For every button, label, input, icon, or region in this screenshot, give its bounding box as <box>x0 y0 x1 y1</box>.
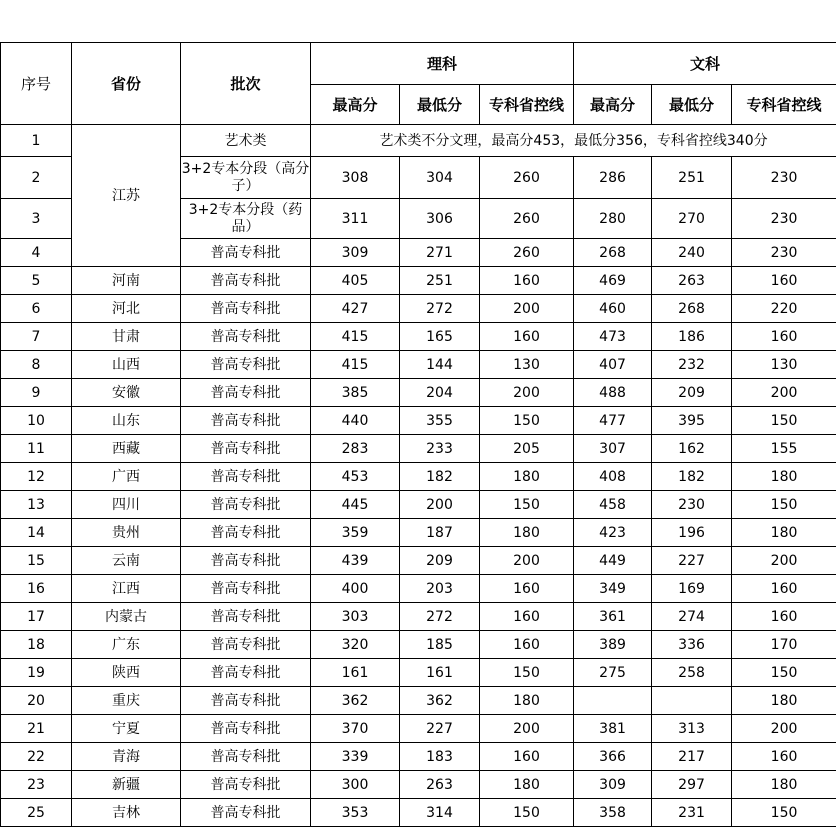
cell-liberal-ctrl: 200 <box>732 547 836 575</box>
cell-batch: 普高专科批 <box>181 435 311 463</box>
cell-province: 四川 <box>72 491 181 519</box>
cell-liberal-max: 423 <box>574 519 652 547</box>
cell-liberal-ctrl: 160 <box>732 743 836 771</box>
cell-science-ctrl: 150 <box>480 407 574 435</box>
cell-seq: 19 <box>1 659 72 687</box>
header-row-1 <box>1 43 836 85</box>
cell-seq: 7 <box>1 323 72 351</box>
cell-seq: 13 <box>1 491 72 519</box>
cell-province: 内蒙古 <box>72 603 181 631</box>
cell-liberal-ctrl: 180 <box>732 687 836 715</box>
cell-seq: 2 <box>1 157 72 199</box>
cell-seq: 20 <box>1 687 72 715</box>
cell-province: 山东 <box>72 407 181 435</box>
cell-liberal-max: 381 <box>574 715 652 743</box>
cell-science-max: 415 <box>311 323 400 351</box>
table-row <box>1 463 836 491</box>
cell-science-min: 161 <box>400 659 480 687</box>
cell-science-max: 303 <box>311 603 400 631</box>
cell-liberal-ctrl: 160 <box>732 323 836 351</box>
cell-province: 云南 <box>72 547 181 575</box>
cell-liberal-min: 231 <box>652 799 732 827</box>
cell-seq: 17 <box>1 603 72 631</box>
cell-science-max: 339 <box>311 743 400 771</box>
cell-science-ctrl: 150 <box>480 491 574 519</box>
cell-liberal-max: 275 <box>574 659 652 687</box>
cell-science-min: 272 <box>400 603 480 631</box>
cell-science-ctrl: 200 <box>480 295 574 323</box>
cell-province-jiangsu: 江苏 <box>72 125 181 267</box>
cell-liberal-max: 469 <box>574 267 652 295</box>
cell-liberal-max: 358 <box>574 799 652 827</box>
cell-science-min: 362 <box>400 687 480 715</box>
cell-liberal-max: 280 <box>574 199 652 239</box>
table-row <box>1 687 836 715</box>
cell-province: 西藏 <box>72 435 181 463</box>
cell-liberal-ctrl: 180 <box>732 771 836 799</box>
cell-science-min: 306 <box>400 199 480 239</box>
cell-science-ctrl: 180 <box>480 463 574 491</box>
cell-batch: 普高专科批 <box>181 323 311 351</box>
table-row <box>1 295 836 323</box>
cell-province: 河北 <box>72 295 181 323</box>
cell-liberal-min: 258 <box>652 659 732 687</box>
cell-liberal-ctrl: 150 <box>732 799 836 827</box>
cell-science-max: 359 <box>311 519 400 547</box>
cell-province: 河南 <box>72 267 181 295</box>
cell-province: 吉林 <box>72 799 181 827</box>
cell-science-max: 353 <box>311 799 400 827</box>
admission-scores-table <box>0 42 836 827</box>
cell-science-max: 440 <box>311 407 400 435</box>
cell-seq: 11 <box>1 435 72 463</box>
header-province: 省份 <box>72 43 181 125</box>
table-row <box>1 771 836 799</box>
cell-science-max: 400 <box>311 575 400 603</box>
cell-liberal-min: 227 <box>652 547 732 575</box>
cell-seq: 18 <box>1 631 72 659</box>
cell-batch: 普高专科批 <box>181 351 311 379</box>
cell-liberal-ctrl: 230 <box>732 239 836 267</box>
cell-science-min: 227 <box>400 715 480 743</box>
cell-science-max: 439 <box>311 547 400 575</box>
table-row <box>1 125 836 157</box>
cell-province: 陕西 <box>72 659 181 687</box>
cell-science-min: 185 <box>400 631 480 659</box>
cell-liberal-min: 162 <box>652 435 732 463</box>
cell-science-ctrl: 160 <box>480 743 574 771</box>
cell-science-min: 165 <box>400 323 480 351</box>
header-liberal-min: 最低分 <box>652 85 732 125</box>
cell-seq: 22 <box>1 743 72 771</box>
cell-liberal-ctrl: 200 <box>732 715 836 743</box>
cell-liberal-max: 349 <box>574 575 652 603</box>
cell-science-max: 300 <box>311 771 400 799</box>
cell-science-ctrl: 160 <box>480 603 574 631</box>
cell-liberal-min: 395 <box>652 407 732 435</box>
cell-science-max: 427 <box>311 295 400 323</box>
cell-science-ctrl: 150 <box>480 659 574 687</box>
cell-science-ctrl: 160 <box>480 267 574 295</box>
cell-seq: 1 <box>1 125 72 157</box>
cell-science-ctrl: 205 <box>480 435 574 463</box>
cell-batch: 普高专科批 <box>181 771 311 799</box>
cell-liberal-max: 389 <box>574 631 652 659</box>
cell-liberal-min: 263 <box>652 267 732 295</box>
table-row <box>1 631 836 659</box>
cell-liberal-max: 460 <box>574 295 652 323</box>
cell-seq: 3 <box>1 199 72 239</box>
cell-liberal-max: 309 <box>574 771 652 799</box>
cell-seq: 6 <box>1 295 72 323</box>
cell-liberal-min <box>652 687 732 715</box>
cell-liberal-max: 268 <box>574 239 652 267</box>
cell-liberal-max: 286 <box>574 157 652 199</box>
cell-liberal-ctrl: 150 <box>732 491 836 519</box>
cell-batch: 普高专科批 <box>181 491 311 519</box>
header-seq: 序号 <box>1 43 72 125</box>
table-row <box>1 351 836 379</box>
cell-batch: 普高专科批 <box>181 603 311 631</box>
table-row <box>1 743 836 771</box>
cell-liberal-min: 313 <box>652 715 732 743</box>
header-science-ctrl: 专科省控线 <box>480 85 574 125</box>
cell-science-min: 209 <box>400 547 480 575</box>
cell-science-ctrl: 160 <box>480 631 574 659</box>
cell-science-ctrl: 200 <box>480 547 574 575</box>
header-liberal: 文科 <box>574 43 836 85</box>
cell-batch: 普高专科批 <box>181 743 311 771</box>
cell-liberal-max: 449 <box>574 547 652 575</box>
cell-science-min: 271 <box>400 239 480 267</box>
table-row <box>1 267 836 295</box>
cell-liberal-ctrl: 160 <box>732 575 836 603</box>
cell-science-min: 251 <box>400 267 480 295</box>
top-blank-area <box>0 0 836 42</box>
cell-science-min: 355 <box>400 407 480 435</box>
cell-seq: 5 <box>1 267 72 295</box>
table-row <box>1 407 836 435</box>
cell-liberal-min: 274 <box>652 603 732 631</box>
cell-batch: 普高专科批 <box>181 631 311 659</box>
cell-province: 广东 <box>72 631 181 659</box>
cell-province: 安徽 <box>72 379 181 407</box>
cell-science-ctrl: 260 <box>480 199 574 239</box>
cell-liberal-min: 268 <box>652 295 732 323</box>
table-row <box>1 323 836 351</box>
cell-liberal-ctrl: 230 <box>732 199 836 239</box>
cell-batch: 普高专科批 <box>181 407 311 435</box>
table-row <box>1 799 836 827</box>
cell-seq: 8 <box>1 351 72 379</box>
cell-seq: 4 <box>1 239 72 267</box>
cell-science-max: 311 <box>311 199 400 239</box>
cell-science-max: 362 <box>311 687 400 715</box>
cell-liberal-min: 297 <box>652 771 732 799</box>
cell-liberal-max: 366 <box>574 743 652 771</box>
cell-science-max: 308 <box>311 157 400 199</box>
cell-batch: 普高专科批 <box>181 239 311 267</box>
cell-seq: 21 <box>1 715 72 743</box>
cell-science-max: 161 <box>311 659 400 687</box>
cell-seq: 14 <box>1 519 72 547</box>
cell-science-min: 200 <box>400 491 480 519</box>
cell-province: 宁夏 <box>72 715 181 743</box>
cell-science-ctrl: 180 <box>480 687 574 715</box>
cell-science-min: 204 <box>400 379 480 407</box>
header-liberal-ctrl: 专科省控线 <box>732 85 836 125</box>
table-row <box>1 491 836 519</box>
cell-science-ctrl: 180 <box>480 771 574 799</box>
cell-science-ctrl: 160 <box>480 575 574 603</box>
cell-liberal-ctrl: 155 <box>732 435 836 463</box>
table-row <box>1 659 836 687</box>
header-science: 理科 <box>311 43 574 85</box>
table-row <box>1 575 836 603</box>
cell-liberal-ctrl: 200 <box>732 379 836 407</box>
cell-province: 广西 <box>72 463 181 491</box>
cell-seq: 16 <box>1 575 72 603</box>
table-row <box>1 547 836 575</box>
cell-liberal-min: 169 <box>652 575 732 603</box>
cell-science-ctrl: 160 <box>480 323 574 351</box>
header-science-min: 最低分 <box>400 85 480 125</box>
cell-batch: 普高专科批 <box>181 295 311 323</box>
cell-batch: 普高专科批 <box>181 799 311 827</box>
cell-science-max: 370 <box>311 715 400 743</box>
cell-science-max: 445 <box>311 491 400 519</box>
cell-liberal-ctrl: 180 <box>732 519 836 547</box>
table-row <box>1 603 836 631</box>
cell-science-min: 144 <box>400 351 480 379</box>
cell-liberal-ctrl: 230 <box>732 157 836 199</box>
cell-liberal-ctrl: 130 <box>732 351 836 379</box>
cell-liberal-ctrl: 150 <box>732 659 836 687</box>
cell-science-min: 272 <box>400 295 480 323</box>
cell-liberal-min: 336 <box>652 631 732 659</box>
cell-liberal-min: 182 <box>652 463 732 491</box>
cell-province: 青海 <box>72 743 181 771</box>
cell-liberal-max: 361 <box>574 603 652 631</box>
cell-science-max: 405 <box>311 267 400 295</box>
cell-liberal-ctrl: 220 <box>732 295 836 323</box>
cell-science-min: 203 <box>400 575 480 603</box>
cell-batch: 普高专科批 <box>181 659 311 687</box>
cell-province: 重庆 <box>72 687 181 715</box>
cell-science-max: 385 <box>311 379 400 407</box>
cell-seq: 23 <box>1 771 72 799</box>
cell-liberal-min: 240 <box>652 239 732 267</box>
cell-liberal-min: 186 <box>652 323 732 351</box>
cell-province: 山西 <box>72 351 181 379</box>
cell-liberal-min: 270 <box>652 199 732 239</box>
cell-art-note: 艺术类不分文理，最高分453，最低分356，专科省控线340分 <box>311 125 836 157</box>
cell-batch: 普高专科批 <box>181 715 311 743</box>
cell-science-max: 283 <box>311 435 400 463</box>
cell-batch: 3+2专本分段（药品） <box>181 199 311 239</box>
table-row <box>1 519 836 547</box>
cell-province: 新疆 <box>72 771 181 799</box>
cell-liberal-ctrl: 160 <box>732 603 836 631</box>
cell-science-min: 314 <box>400 799 480 827</box>
cell-liberal-ctrl: 160 <box>732 267 836 295</box>
cell-liberal-min: 232 <box>652 351 732 379</box>
cell-batch: 艺术类 <box>181 125 311 157</box>
cell-science-max: 453 <box>311 463 400 491</box>
cell-science-max: 320 <box>311 631 400 659</box>
cell-seq: 9 <box>1 379 72 407</box>
cell-science-ctrl: 260 <box>480 239 574 267</box>
header-science-max: 最高分 <box>311 85 400 125</box>
cell-liberal-min: 251 <box>652 157 732 199</box>
cell-batch: 普高专科批 <box>181 687 311 715</box>
cell-province: 贵州 <box>72 519 181 547</box>
cell-liberal-max: 477 <box>574 407 652 435</box>
table-row <box>1 435 836 463</box>
cell-liberal-max: 473 <box>574 323 652 351</box>
cell-science-min: 263 <box>400 771 480 799</box>
cell-science-min: 183 <box>400 743 480 771</box>
table-row <box>1 379 836 407</box>
cell-liberal-min: 230 <box>652 491 732 519</box>
cell-province: 甘肃 <box>72 323 181 351</box>
cell-batch: 普高专科批 <box>181 463 311 491</box>
cell-batch: 普高专科批 <box>181 575 311 603</box>
cell-science-ctrl: 200 <box>480 715 574 743</box>
cell-science-min: 182 <box>400 463 480 491</box>
cell-liberal-max <box>574 687 652 715</box>
cell-seq: 10 <box>1 407 72 435</box>
cell-science-max: 309 <box>311 239 400 267</box>
cell-science-min: 187 <box>400 519 480 547</box>
cell-liberal-max: 458 <box>574 491 652 519</box>
cell-batch: 普高专科批 <box>181 267 311 295</box>
cell-science-ctrl: 130 <box>480 351 574 379</box>
cell-liberal-min: 217 <box>652 743 732 771</box>
cell-liberal-max: 488 <box>574 379 652 407</box>
cell-science-ctrl: 200 <box>480 379 574 407</box>
cell-science-ctrl: 150 <box>480 799 574 827</box>
cell-province: 江西 <box>72 575 181 603</box>
cell-batch: 3+2专本分段（高分子） <box>181 157 311 199</box>
cell-seq: 15 <box>1 547 72 575</box>
cell-seq: 25 <box>1 799 72 827</box>
cell-batch: 普高专科批 <box>181 547 311 575</box>
table-row <box>1 715 836 743</box>
cell-science-max: 415 <box>311 351 400 379</box>
cell-liberal-ctrl: 170 <box>732 631 836 659</box>
cell-batch: 普高专科批 <box>181 519 311 547</box>
cell-science-ctrl: 260 <box>480 157 574 199</box>
header-liberal-max: 最高分 <box>574 85 652 125</box>
cell-liberal-max: 408 <box>574 463 652 491</box>
cell-science-min: 304 <box>400 157 480 199</box>
cell-liberal-ctrl: 180 <box>732 463 836 491</box>
header-batch: 批次 <box>181 43 311 125</box>
cell-science-min: 233 <box>400 435 480 463</box>
cell-liberal-max: 307 <box>574 435 652 463</box>
cell-liberal-max: 407 <box>574 351 652 379</box>
cell-liberal-ctrl: 150 <box>732 407 836 435</box>
cell-seq: 12 <box>1 463 72 491</box>
cell-batch: 普高专科批 <box>181 379 311 407</box>
cell-liberal-min: 209 <box>652 379 732 407</box>
cell-liberal-min: 196 <box>652 519 732 547</box>
cell-science-ctrl: 180 <box>480 519 574 547</box>
